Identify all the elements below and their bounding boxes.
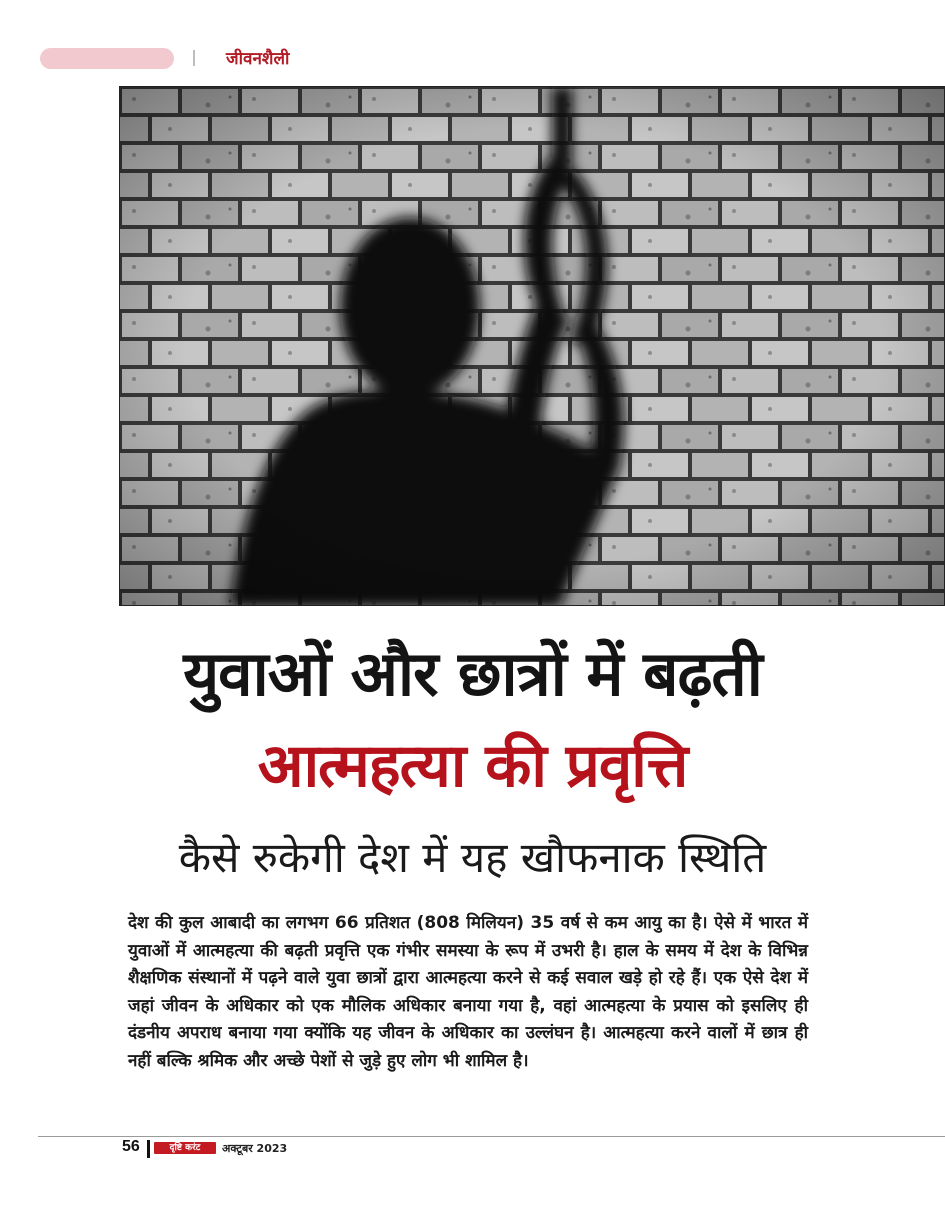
footer-divider bbox=[38, 1136, 945, 1137]
header-accent-pill bbox=[40, 48, 174, 69]
article-subtitle: कैसे रुकेगी देश में यह खौफनाक स्थिति bbox=[178, 833, 767, 882]
magazine-logo: दृष्टि करंट bbox=[154, 1142, 216, 1154]
hero-image bbox=[119, 86, 945, 606]
page-number: 56 bbox=[122, 1138, 140, 1155]
article-title-line1: युवाओं और छात्रों में बढ़ती bbox=[183, 637, 762, 710]
article-intro-paragraph: देश की कुल आबादी का लगभग 66 प्रतिशत (808 मिलियन) 35 वर्ष से कम आयु का है। ऐसे में भारत में युवाओं में आत्महत्या की बढ़ती प्रवृत्ति एक गंभीर समस्या के रूप में उभरी है। हाल के समय में देश के विभिन्न शैक्षणिक संस्थानों में पढ़ने वाले युवा छात्रों द्वारा आत्महत्या करने से कई सवाल खड़े हो रहे हैं। एक ऐसे देश में जहां जीवन के अधिकार को एक मौलिक अधिकार बनाया गया है, वहां आत्महत्या के प्रयास को इसलिए ही दंडनीय अपराध बनाया गया क्योंकि यह जीवन के अधिकार का उल्लंघन है। आत्महत्या करने वालों में छात्र ही नहीं बल्कि श्रमिक और अच्छे पेशों से जुड़े हुए लोग भी शामिल है। bbox=[128, 913, 808, 1071]
issue-date: अक्टूबर 2023 bbox=[222, 1142, 288, 1155]
article-title-line2: आत्महत्या की प्रवृत्ति bbox=[257, 731, 688, 801]
section-label: जीवनशैली bbox=[226, 49, 290, 69]
header-divider bbox=[193, 50, 195, 66]
footer-separator bbox=[147, 1140, 150, 1158]
silhouette-noose-brick-wall-image bbox=[120, 87, 945, 606]
